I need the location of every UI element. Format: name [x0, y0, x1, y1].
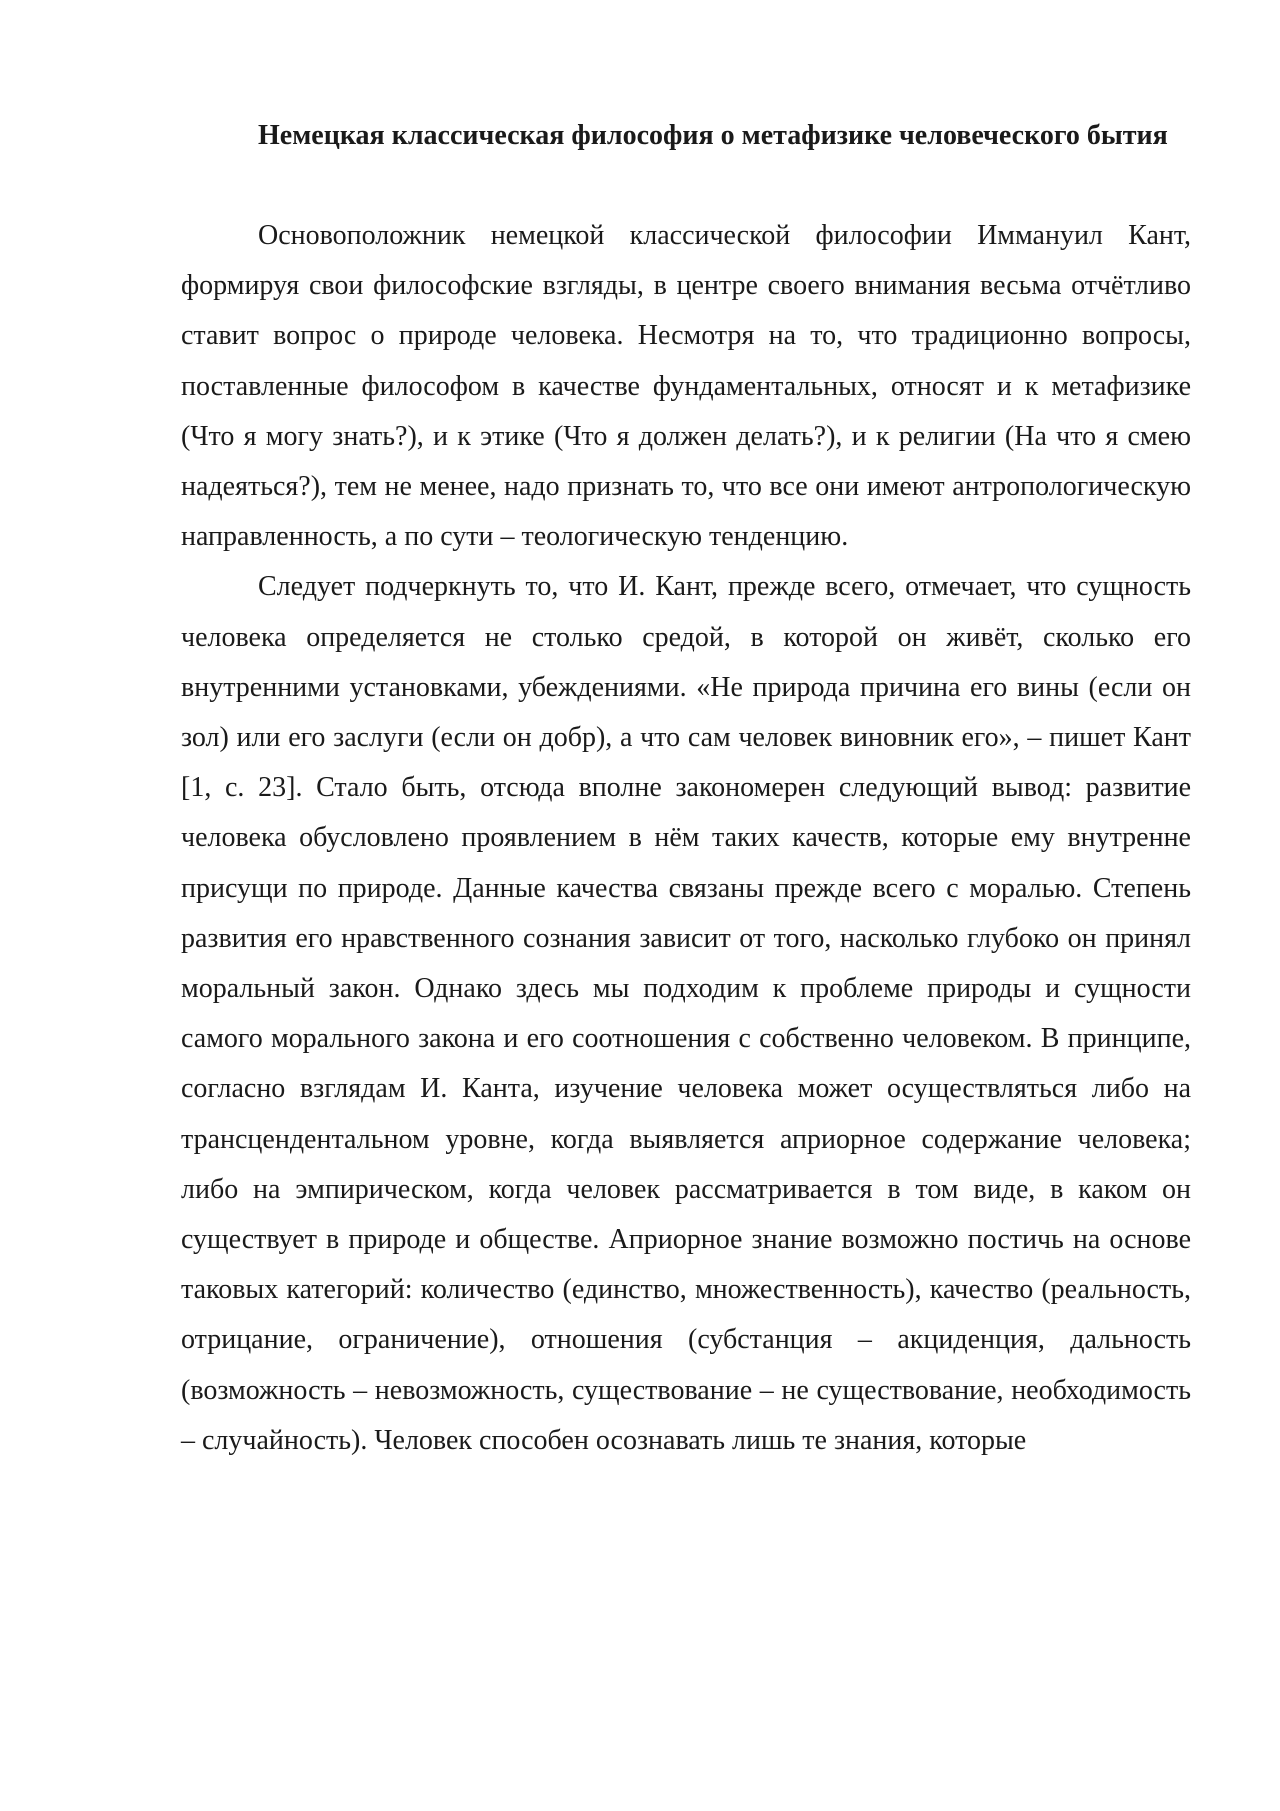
document-content [181, 112, 1191, 1466]
document-title: Немецкая классическая философия о метафизике человеческого бытия [258, 120, 1168, 151]
paragraph-intro: Основоположник немецкой классической философии Иммануил Кант, формируя свои философские взгляды, в центре своего внимания весьма отчётливо ставит вопрос о природе человека. Несмотря на то, что традиционно вопросы, поставленные философом в качестве фундаментальных, относят и к метафизике (Что я могу знать?), и к этике (Что я должен делать?), и к религии (На что я смею надеяться?), тем не менее, надо признать то, что все они имеют антропологическую направленность, а по сути – теологическую тенденцию. [181, 220, 1191, 553]
document-body [181, 211, 1191, 1466]
paragraph-kant-essence: Следует подчеркнуть то, что И. Кант, прежде всего, отмечает, что сущность человека определяется не столько средой, в которой он живёт, сколько его внутренними установками, убеждениями. «Не природа причина его вины (если он зол) или его заслуги (если он добр), а что сам человек виновник его», – пишет Кант [1, с. 23]. Стало быть, отсюда вполне закономерен следующий вывод: развитие человека обусловлено проявлением в нём таких качеств, которые ему внутренне присущи по природе. Данные качества связаны прежде всего с моралью. Степень развития его нравственного сознания зависит от того, насколько глубоко он принял моральный закон. Однако здесь мы подходим к проблеме природы и сущности самого морального закона и его соотношения с собственно человеком. В принципе, согласно взглядам И. Канта, изучение человека может осуществляться либо на трансцендентальном уровне, когда выявляется априорное содержание человека; либо на эмпирическом, когда человек рассматривается в том виде, в каком он существует в природе и обществе. Априорное знание возможно постичь на основе таковых категорий: количество (единство, множественность), качество (реальность, отрицание, ограничение), отношения (субстанция – акциденция, дальность (возможность – невозможность, существование – не существование, необходимость – случайность). Человек способен осознавать лишь те знания, которые [181, 571, 1191, 1456]
